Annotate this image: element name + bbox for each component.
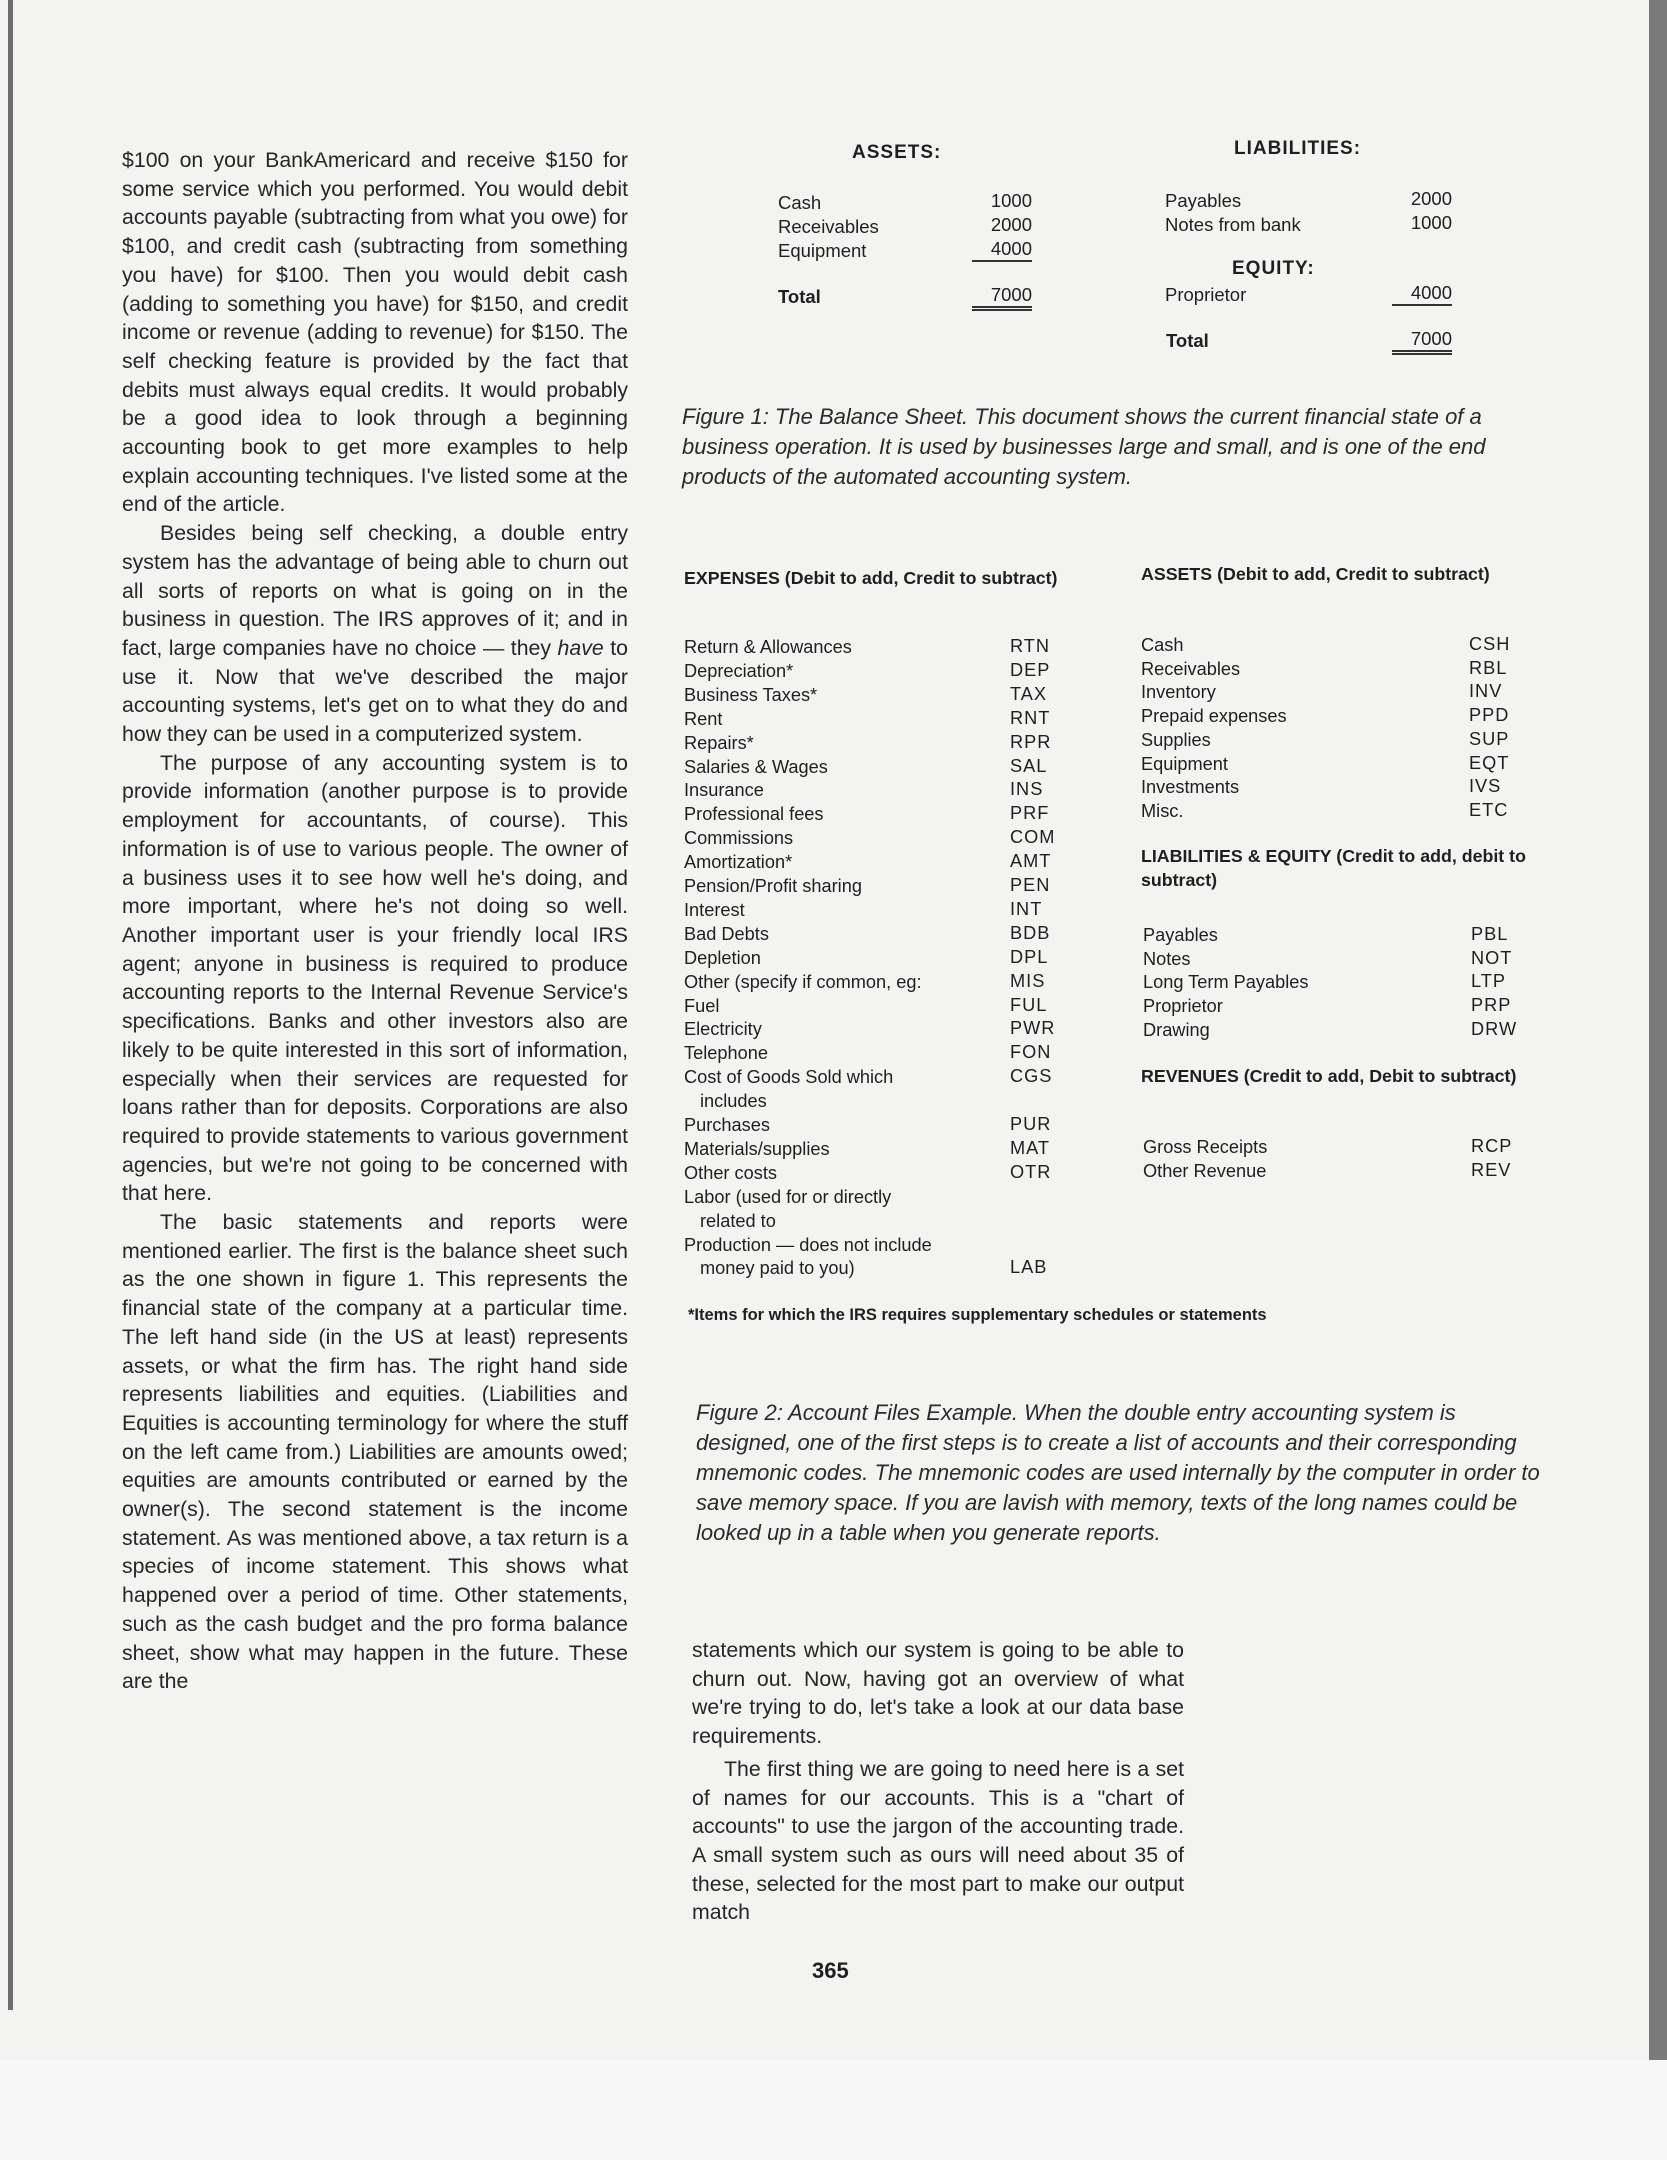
account-name: Fuel: [684, 995, 720, 1016]
assets-total-label: Total: [778, 286, 821, 307]
account-name: Bad Debts: [684, 923, 769, 944]
account-name: Rent: [684, 708, 723, 729]
account-code: SAL: [1010, 755, 1048, 776]
account-code: FUL: [1010, 994, 1048, 1015]
asset-value: 4000: [972, 238, 1032, 262]
account-code: PBL: [1471, 924, 1509, 944]
account-code: LTP: [1471, 971, 1507, 992]
account-code: MAT: [1010, 1137, 1051, 1158]
account-name: Other Revenue: [1143, 1160, 1267, 1181]
account-code: CSH: [1469, 634, 1511, 654]
account-code: RNT: [1010, 707, 1051, 728]
account-code: CGS: [1010, 1066, 1053, 1087]
scan-edge-right: [1649, 0, 1667, 2060]
account-name: Prepaid expenses: [1141, 706, 1287, 727]
account-name: Amortization*: [684, 852, 793, 873]
account-name: Misc.: [1141, 800, 1184, 821]
account-name: Payables: [1143, 925, 1218, 945]
assets-total-value: 7000: [972, 284, 1032, 311]
equity-header: EQUITY:: [1232, 258, 1315, 279]
assets-header: ASSETS:: [852, 142, 942, 163]
account-name: Purchases: [684, 1115, 770, 1135]
account-name: Equipment: [1141, 753, 1228, 774]
account-name: Labor (used for or directly: [684, 1186, 892, 1207]
account-code: FON: [1010, 1042, 1052, 1063]
account-name: Commissions: [684, 828, 794, 849]
left-paragraph-3: The purpose of any accounting system is to provide information (another purpose is to provide employment for accountants, of course). This information is of use to various people. The owner of a business uses it to see how well he's doing, and more important, where he's not doing so well. Another important user is your friendly local IRS agent; anyone in business is required to produce accounting reports to the Internal Revenue Service's specifications. Banks and other investors also are likely to be quite interested in this sort of information, especially when their services are requested for loans rather than for deposits. Corporations are also required to provide statements to various government agencies, but we're not going to be concerned with that here.: [122, 750, 628, 1206]
asset-value: 2000: [990, 214, 1032, 235]
account-name: Salaries & Wages: [684, 756, 828, 777]
account-code: PRP: [1471, 995, 1512, 1016]
left-paragraph-2-text: Besides being self checking, a double entry system has the advantage of being able to churn out all sorts of reports on what is going on in the business in question. The IRS approves of it; and in fact, large companies have no choice — they: [122, 521, 628, 660]
account-name: includes: [700, 1091, 767, 1112]
account-code: DEP: [1010, 659, 1051, 680]
account-code: PWR: [1010, 1018, 1056, 1039]
account-name: Drawing: [1143, 1019, 1210, 1040]
account-code: REV: [1471, 1159, 1512, 1180]
account-code: BDB: [1010, 922, 1051, 943]
account-code: RCP: [1471, 1136, 1513, 1156]
expenses-header: EXPENSES (Debit to add, Credit to subtract): [684, 568, 1058, 588]
account-code: COM: [1010, 827, 1056, 848]
account-name: Return & Allowances: [684, 637, 852, 657]
account-code: DPL: [1010, 946, 1049, 967]
equity-label: Proprietor: [1165, 284, 1247, 305]
account-code: DRW: [1471, 1018, 1518, 1039]
right-paragraph-2: The first thing we are going to need here is a set of names for our accounts. This is a "chart of accounts" to use the jargon of the accounting trade. A small system such as ours will need about 35 of these, selected for the most part to make our output match: [692, 1756, 1184, 1925]
figure-1-balance-sheet: [760, 138, 1580, 378]
liability-label: Notes from bank: [1165, 214, 1301, 235]
account-code: RPR: [1010, 731, 1052, 752]
left-paragraph-1: $100 on your BankAmericard and receive $150 for some service which you performed. You would debit accounts payable (subtracting from what you owe) for $100, and credit cash (subtracting from something you have) for $100. Then you would debit cash (adding to something you have) for $150, and credit income or revenue (adding to revenue) for $150. The self checking feature is provided by the fact that debits must always equal credits. It would probably be a good idea to look through a beginning accounting book to get more examples to help explain accounting techniques. I've listed some at the end of the article.: [122, 148, 628, 517]
account-code: INS: [1010, 779, 1044, 800]
account-name: Pension/Profit sharing: [684, 876, 862, 896]
account-code: TAX: [1010, 683, 1048, 704]
account-name: money paid to you): [700, 1258, 855, 1279]
account-code: INV: [1469, 681, 1503, 702]
left-text-column: [122, 146, 628, 1696]
scan-bottom-margin: [0, 2060, 1667, 2160]
account-code: EQT: [1469, 752, 1510, 773]
account-name: Professional fees: [684, 804, 824, 825]
left-paragraph-2: [122, 519, 628, 749]
asset-label: Receivables: [778, 216, 879, 237]
account-code: ETC: [1469, 799, 1509, 820]
account-code: MIS: [1010, 970, 1046, 991]
account-name: Other costs: [684, 1162, 777, 1183]
account-name: Inventory: [1141, 682, 1216, 703]
account-code: INT: [1010, 898, 1043, 919]
left-paragraph-2-tail: to use it. Now that we've described the major accounting systems, let's get on to what they do and how they can be used in a computerized system.: [122, 635, 628, 747]
asset-label: Cash: [778, 192, 822, 213]
account-code: RBL: [1469, 657, 1508, 678]
liab-total-value: 7000: [1392, 328, 1452, 355]
liabilities-header: LIABILITIES:: [1234, 138, 1362, 159]
account-name: Long Term Payables: [1143, 972, 1309, 993]
account-name: Investments: [1141, 777, 1240, 798]
account-code: NOT: [1471, 947, 1513, 968]
account-name: Materials/supplies: [684, 1138, 830, 1159]
account-name: Electricity: [684, 1019, 762, 1040]
asset-label: Equipment: [778, 240, 867, 261]
account-name: Business Taxes*: [684, 684, 818, 705]
account-name: Notes: [1143, 948, 1191, 969]
account-code: SUP: [1469, 728, 1510, 749]
right-paragraph-1: statements which our system is going to be able to churn out. Now, having got an overview of what we're trying to do, let's take a look at our data base requirements.: [692, 1638, 1184, 1749]
account-code: AMT: [1010, 851, 1052, 872]
account-code: PUR: [1010, 1114, 1052, 1134]
page-number: 365: [812, 1958, 849, 1983]
account-name: Proprietor: [1143, 996, 1223, 1017]
asset-value: 1000: [990, 190, 1032, 211]
liabilities-equity-header: LIABILITIES & EQUITY (Credit to add, debit to subtract): [1141, 846, 1526, 890]
account-name: Cost of Goods Sold which: [684, 1067, 894, 1088]
right-text-column: [692, 1636, 1184, 1927]
assets-accounts-header: ASSETS (Debit to add, Credit to subtract): [1141, 564, 1490, 584]
account-name: Depletion: [684, 947, 761, 968]
account-code: LAB: [1010, 1257, 1048, 1278]
account-code: IVS: [1469, 776, 1502, 797]
account-name: related to: [700, 1210, 776, 1231]
account-name: Cash: [1141, 635, 1184, 655]
account-name: Supplies: [1141, 729, 1211, 750]
account-name: Other (specify if common, eg:: [684, 971, 922, 992]
account-name: Production — does not include: [684, 1234, 932, 1255]
liab-total-label: Total: [1166, 330, 1209, 351]
liability-value: 1000: [1410, 212, 1452, 233]
account-code: PEN: [1010, 875, 1051, 895]
account-name: Interest: [684, 899, 745, 920]
liability-value: 2000: [1410, 188, 1452, 209]
equity-value: 4000: [1392, 282, 1452, 306]
account-name: Insurance: [684, 780, 764, 801]
account-name: Gross Receipts: [1143, 1137, 1268, 1157]
account-code: RTN: [1010, 636, 1051, 656]
account-name: Repairs*: [684, 732, 754, 753]
account-name: Depreciation*: [684, 660, 794, 681]
irs-footnote: *Items for which the IRS requires supplementary schedules or statements: [688, 1306, 1267, 1324]
revenues-header: REVENUES (Credit to add, Debit to subtract): [1141, 1066, 1517, 1086]
account-name: Telephone: [684, 1043, 768, 1064]
figure-1-caption: Figure 1: The Balance Sheet. This document shows the current financial state of a business operation. It is used by businesses large and small, and is one of the end products of the automated accounting system.: [682, 404, 1486, 489]
account-code: PRF: [1010, 803, 1050, 824]
liability-label: Payables: [1165, 190, 1242, 211]
left-paragraph-2-emphasis: have: [557, 635, 604, 660]
figure-2-caption: Figure 2: Account Files Example. When the double entry accounting system is designed, one of the first steps is to create a list of accounts and their corresponding mnemonic codes. The mnemonic codes are used internally by the computer in order to save memory space. If you are lavish with memory, texts of the long names could be looked up in a table when you generate reports.: [696, 1400, 1540, 1545]
scan-edge-left: [8, 0, 13, 2010]
account-name: Receivables: [1141, 658, 1241, 679]
account-code: PPD: [1469, 705, 1510, 726]
account-code: OTR: [1010, 1161, 1052, 1182]
left-paragraph-4: The basic statements and reports were mentioned earlier. The first is the balance sheet such as the one shown in figure 1. This represents the financial state of the company at a particular time. The left hand side (in the US at least) represents assets, or what the firm has. The right hand side represents liabilities and equities. (Liabilities and Equities is accounting terminology for where the stuff on the left came from.) Liabilities are amounts owed; equities are amounts contributed or earned by the owner(s). The second statement is the income statement. As was mentioned above, a tax return is a species of income statement. This shows what happened over a period of time. Other statements, such as the cash budget and the pro forma balance sheet, show what may happen in the future. These are the: [122, 1210, 628, 1694]
